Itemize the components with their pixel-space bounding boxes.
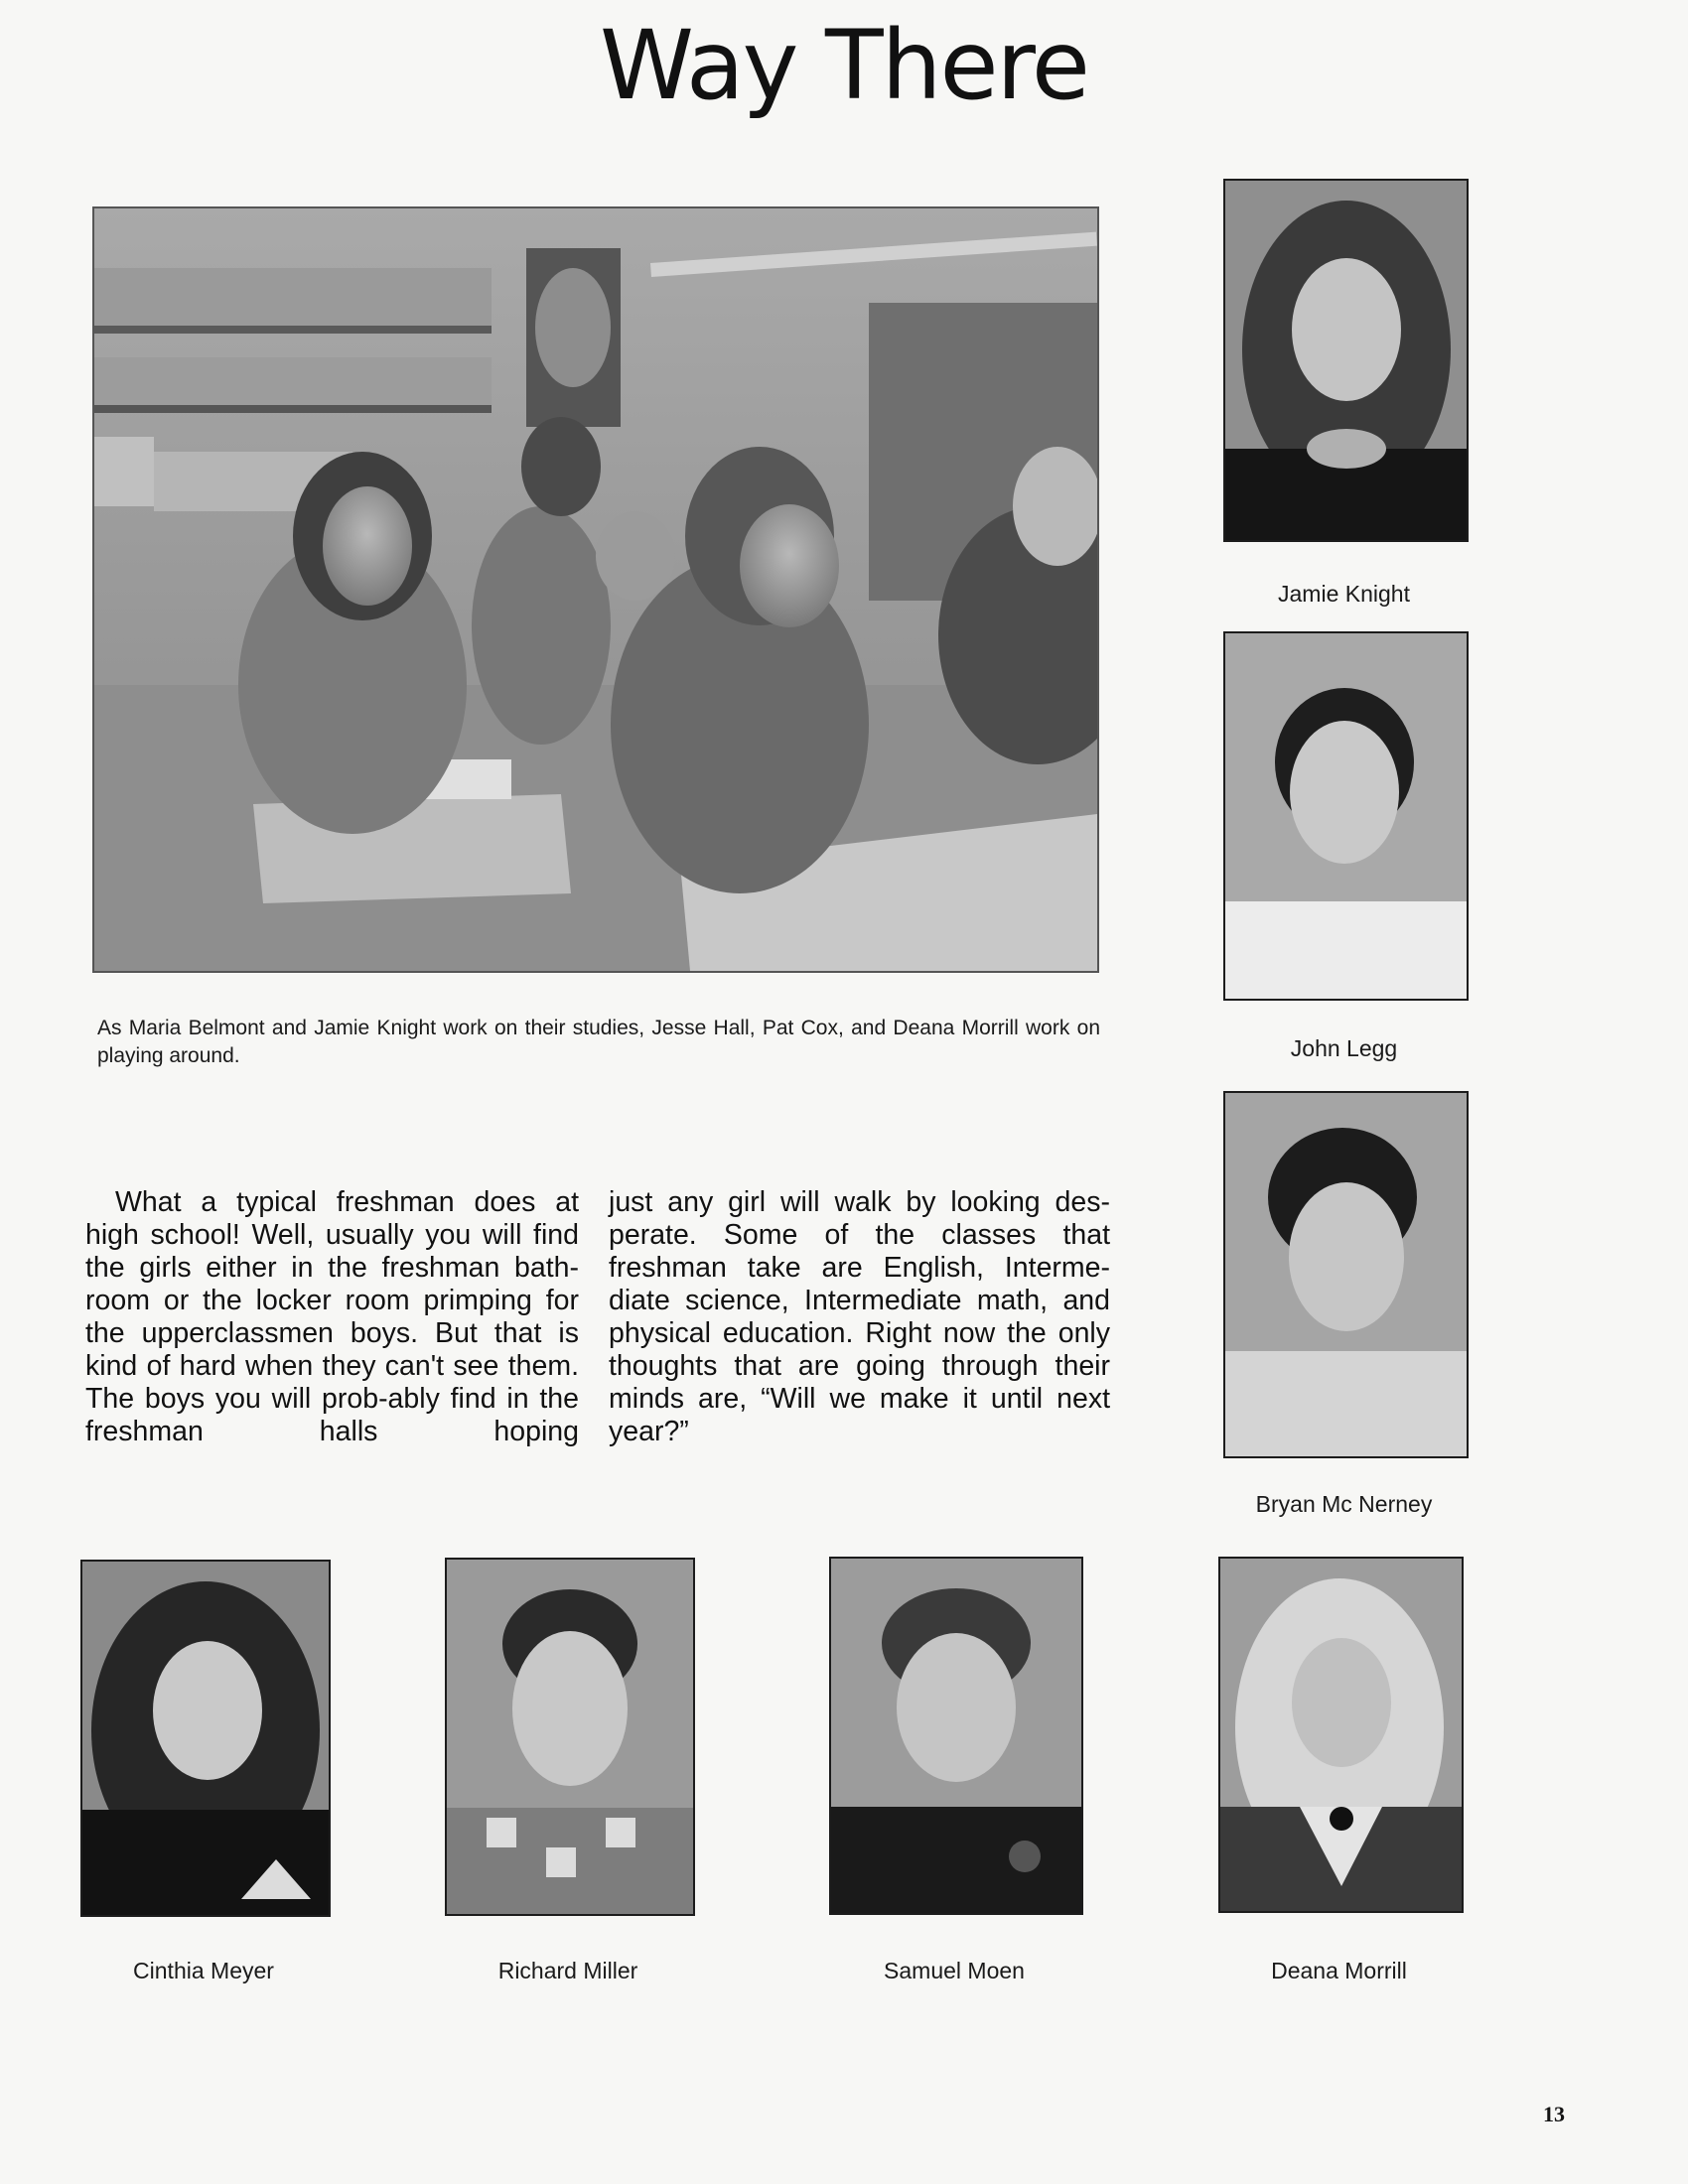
portrait-name: Cinthia Meyer	[133, 1958, 274, 1983]
portrait-john-legg	[1223, 631, 1469, 1001]
portrait-name: Samuel Moen	[884, 1958, 1025, 1983]
portrait-name: Deana Morrill	[1271, 1958, 1407, 1983]
portrait-bryan-mc-nerney	[1223, 1091, 1469, 1458]
portrait-richard-miller	[445, 1558, 695, 1916]
portrait-name: Richard Miller	[497, 1958, 638, 1983]
photo-caption: As Maria Belmont and Jamie Knight work on their studies, Jesse Hall, Pat Cox, and Deana Morrill work on playing around.	[97, 1017, 1100, 1067]
portrait-jamie-knight	[1223, 179, 1469, 542]
article-column-2-text: just any girl will walk by looking des-perate. Some of the classes that freshman take are English, Interme-diate science, Intermediate math, and physical education. Right now the only thoughts that are going through their minds are, “Will we make it until next year?”	[609, 1186, 1110, 1447]
portrait-name: John Legg	[1290, 1035, 1398, 1061]
classroom-photo	[92, 206, 1099, 973]
portrait-name: Bryan Mc Nerney	[1255, 1491, 1433, 1517]
page-title: Way There	[600, 10, 1088, 121]
portrait-name: Jamie Knight	[1278, 581, 1410, 607]
portrait-deana-morrill	[1218, 1557, 1464, 1913]
article-column-1: What a typical freshman does at high school! Well, usually you will find the girls either in the freshman bath-room or the locker room primping for the upperclassmen boys. But that is kind of hard when they can't see them. The boys you will prob-ably find in the freshman halls hoping	[85, 1186, 579, 1447]
portrait-samuel-moen	[829, 1557, 1083, 1915]
portrait-cinthia-meyer	[80, 1560, 331, 1917]
article-column-2	[609, 1186, 1110, 1448]
page-number: 13	[1543, 2102, 1565, 2126]
